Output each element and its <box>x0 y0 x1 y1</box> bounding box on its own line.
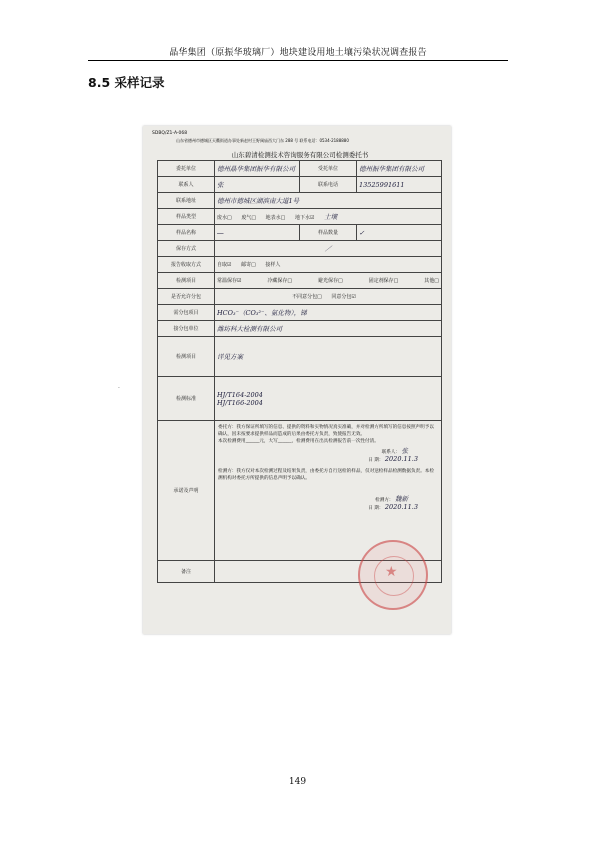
sample-type-label: 样品类型 <box>158 209 215 225</box>
tester-date-line <box>218 504 438 512</box>
standard-label: 检测标准 <box>158 377 215 421</box>
sub-unit-value: 潍坊科大检测有限公司 <box>215 321 442 337</box>
report-opt: 自取☑ <box>217 262 232 268</box>
sample-name-value: ― <box>215 225 300 241</box>
sample-type-options <box>215 209 442 225</box>
margin-mark: · <box>118 385 120 392</box>
sample-type-opt: 地表水□ <box>265 215 286 221</box>
tester-label: 检测方： <box>375 498 394 503</box>
remarks-label: 备注 <box>158 561 215 583</box>
client-date-line <box>218 456 438 464</box>
test-project-value: 详见方案 <box>215 337 442 377</box>
subcontract-opt: 同意分包☑ <box>331 294 356 300</box>
commitment-paragraph: 委托方：我方保证所填写的信息、提供的资料和实物情况真实准确，并对检测方所填写的信息按照声明予以确认，因未按要求提供样品而造成的后果由委托方负责，致使报告无效。 <box>218 425 434 437</box>
sample-type-opt: 地下水☑ <box>294 215 315 221</box>
entrusted-label: 受托单位 <box>300 161 357 177</box>
test-item-options <box>215 273 442 289</box>
sample-type-opt: 废水□ <box>217 215 232 221</box>
sub-unit-label: 接分包单位 <box>158 321 215 337</box>
subcontract-options <box>215 289 442 305</box>
entrusted-value: 德州振华集团有限公司 <box>357 161 442 177</box>
client-date-label: 日 期： <box>368 458 384 463</box>
test-item-opt: 冷藏保存□ <box>267 278 293 284</box>
test-item-opt: 避光保存□ <box>318 278 343 284</box>
sub-items-value: HCO₃⁻（CO₃²⁻、氨化物），锑 <box>215 305 442 321</box>
report-opt: 接样人 <box>265 262 281 268</box>
client-value: 德州晶华集团振华有限公司 <box>215 161 300 177</box>
form-title: 山东碧清检测技术咨询服务有限公司检测委托书 <box>231 151 369 159</box>
company-seal <box>358 540 428 610</box>
sample-name-label: 样品名称 <box>158 225 215 241</box>
sample-count-label: 样品数量 <box>300 225 357 241</box>
phone-value: 13525991611 <box>357 177 442 193</box>
storage-label: 保存方式 <box>158 241 215 257</box>
storage-value: ／ <box>215 241 442 257</box>
test-item-opt: 其他□ <box>424 278 439 284</box>
sub-items-label: 需分包项目 <box>158 305 215 321</box>
subcontract-label: 是否允许分包 <box>158 289 215 305</box>
seal-star-icon: ★ <box>385 564 398 580</box>
report-opt: 邮寄□ <box>241 262 256 268</box>
test-project-label: 检测项目 <box>158 337 215 377</box>
sample-type-opt: 废气□ <box>241 215 257 221</box>
commitment-paragraph: 本次检测费用______元，大写______，检测费用在出具检测报告前一次性付清。 <box>218 439 379 444</box>
tester-date-label: 日 期： <box>368 506 384 511</box>
subcontract-opt: 不同意分包□ <box>292 294 322 300</box>
commitment-paragraph: 检测方：我方仅对本次检测过程及结果负责，由委托方自行送检的样品，仅对送检样品检测数据负责。本检测机构对委托方所提供的信息声明予以确认。 <box>218 469 434 481</box>
form-address: 山东省德州市德城区天衢街道办事处新赵村王野阀庙西大门东 288 号 联系电话：0534-2188880 <box>176 138 349 143</box>
contact-label: 联系人 <box>158 177 215 193</box>
test-item-opt: 常温保存☑ <box>217 278 242 284</box>
address-value: 德州市德城区湖滨南大道1号 <box>215 193 442 209</box>
commitment-text <box>215 421 442 561</box>
standard-value: HJ/T166-2004 <box>217 398 263 407</box>
test-items-label: 检测项目 <box>158 273 215 289</box>
tester-date: 2020.11.3 <box>384 503 418 511</box>
sample-count-value: ✓ <box>357 225 442 241</box>
report-options <box>215 257 442 273</box>
section-title: 8.5 采样记录 <box>88 75 165 90</box>
sample-type-extra: 土壤 <box>324 213 338 221</box>
entrust-form-table <box>157 160 442 583</box>
commitment-label: 承诺及声明 <box>158 421 215 561</box>
header-rule <box>88 60 508 61</box>
test-item-opt: 固定剂保存□ <box>368 278 399 284</box>
running-header: 晶华集团（原振华玻璃厂）地块建设用地土壤污染状况调查报告 <box>169 48 427 58</box>
phone-label: 联系电话 <box>300 177 357 193</box>
standard-values <box>215 377 442 421</box>
client-date: 2020.11.3 <box>384 455 418 463</box>
client-signer-label: 联系人： <box>381 450 401 455</box>
client-signer: 张 <box>401 447 408 455</box>
page-number: 149 <box>288 777 307 787</box>
tester-sign: 魏新 <box>395 495 408 503</box>
report-label: 报告收取方式 <box>158 257 215 273</box>
client-label: 委托单位 <box>158 161 215 177</box>
address-label: 联系地址 <box>158 193 215 209</box>
standard-value: HJ/T164-2004 <box>217 390 263 399</box>
contact-value: 张 <box>215 177 300 193</box>
form-code: SDBQ/Z1-A-068 <box>152 131 188 136</box>
